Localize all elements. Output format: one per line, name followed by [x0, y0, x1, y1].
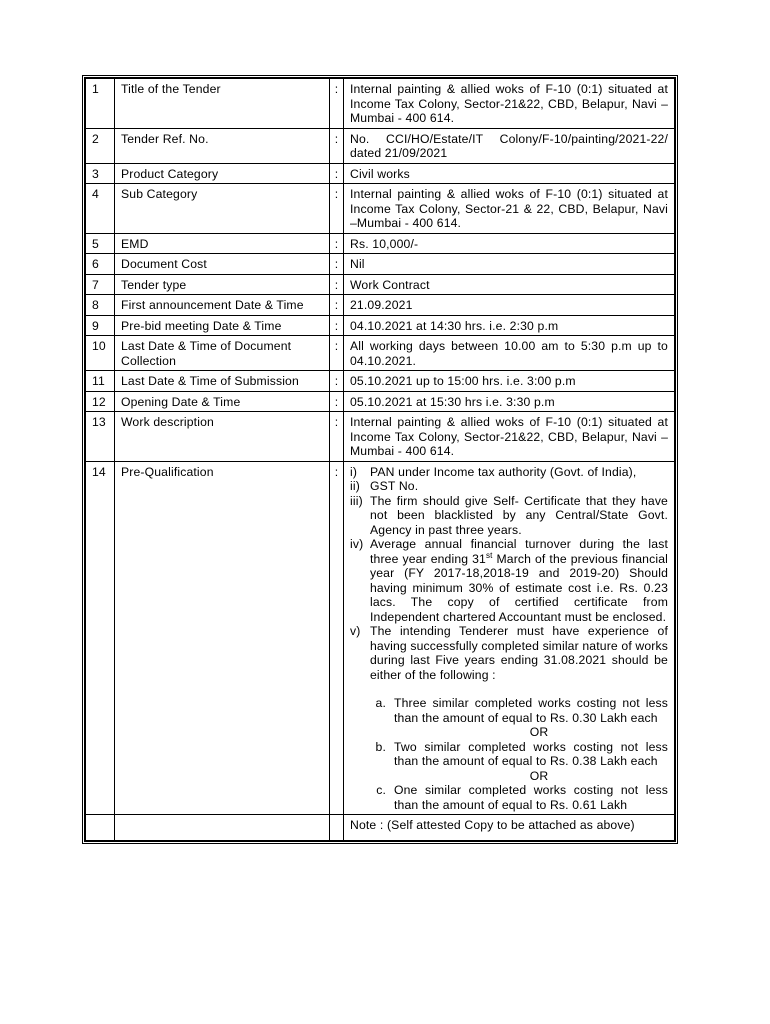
row-colon: : — [330, 461, 344, 815]
row-label: Work description — [115, 412, 330, 462]
empty-cell — [115, 815, 330, 841]
row-value: Internal painting & allied woks of F-10 (0:1) situated at Income Tax Colony, Sector-21&22, CBD, Belapur, Navi –Mumbai - 400 614. — [344, 412, 675, 462]
prequal-content — [344, 461, 675, 815]
row-colon: : — [330, 254, 344, 275]
or-separator: OR — [529, 725, 549, 739]
row-label: Product Category — [115, 163, 330, 184]
row-number: 8 — [86, 295, 115, 316]
row-number: 7 — [86, 274, 115, 295]
row-colon: : — [330, 184, 344, 234]
row-value: Internal painting & allied woks of F-10 (0:1) situated at Income Tax Colony, Sector-21 & 22, CBD, Belapur, Navi –Mumbai - 400 614. — [344, 184, 675, 234]
row-label: First announcement Date & Time — [115, 295, 330, 316]
row-label: Sub Category — [115, 184, 330, 234]
turnover-text-end: March of the previous financial year (FY 2017-18,2018-19 and 2019-20) Should having minimum 30% of estimate cost i.e. Rs. 0.23 lacs. The copy of certified certificate from Independent chartered Accountant must be enclosed. — [370, 551, 668, 624]
row-label: Pre-Qualification — [115, 461, 330, 815]
row-value: 05.10.2021 up to 15:00 hrs. i.e. 3:00 p.m — [344, 371, 675, 392]
empty-cell — [330, 815, 344, 841]
row-number: 4 — [86, 184, 115, 234]
tender-details-table — [85, 78, 675, 841]
row-colon: : — [330, 233, 344, 254]
option-text: Three similar completed works costing not less than the amount of equal to Rs. 0.30 Lakh each — [394, 696, 668, 725]
or-separator: OR — [529, 768, 549, 783]
prequal-marker: iii) — [350, 493, 363, 508]
row-number: 1 — [86, 79, 115, 129]
table-row — [86, 79, 675, 129]
row-number: 9 — [86, 315, 115, 336]
table-row — [86, 254, 675, 275]
row-colon: : — [330, 163, 344, 184]
row-number: 6 — [86, 254, 115, 275]
row-value: Internal painting & allied woks of F-10 (0:1) situated at Income Tax Colony, Sector-21&22, CBD, Belapur, Navi –Mumbai - 400 614. — [344, 79, 675, 129]
row-number: 11 — [86, 371, 115, 392]
prequal-text: The firm should give Self- Certificate that they have not been blacklisted by any Central/State Govt. Agency in past three years. — [370, 493, 668, 537]
table-row — [86, 274, 675, 295]
row-label: Last Date & Time of Submission — [115, 371, 330, 392]
prequal-marker: v) — [350, 624, 361, 638]
prequal-marker: ii) — [350, 479, 360, 493]
prequal-text — [370, 537, 668, 624]
row-label: Tender Ref. No. — [115, 128, 330, 163]
row-number: 12 — [86, 391, 115, 412]
row-label: Pre-bid meeting Date & Time — [115, 315, 330, 336]
row-colon: : — [330, 128, 344, 163]
row-value: 04.10.2021 at 14:30 hrs. i.e. 2:30 p.m — [344, 315, 675, 336]
row-number: 3 — [86, 163, 115, 184]
note-text: Note : (Self attested Copy to be attached as above) — [344, 815, 675, 841]
experience-options — [350, 696, 668, 812]
row-colon: : — [330, 336, 344, 371]
row-value: No. CCI/HO/Estate/IT Colony/F-10/painting/2021-22/ dated 21/09/2021 — [344, 128, 675, 163]
row-colon: : — [330, 391, 344, 412]
option-marker: c. — [376, 783, 386, 797]
tender-details-document — [82, 75, 678, 844]
row-colon: : — [330, 315, 344, 336]
table-row — [86, 233, 675, 254]
table-row — [86, 412, 675, 462]
row-number: 10 — [86, 336, 115, 371]
row-colon: : — [330, 295, 344, 316]
table-row — [86, 391, 675, 412]
row-label: Title of the Tender — [115, 79, 330, 129]
empty-cell — [86, 815, 115, 841]
row-number: 14 — [86, 461, 115, 815]
row-value: 05.10.2021 at 15:30 hrs i.e. 3:30 p.m — [344, 391, 675, 412]
row-label: EMD — [115, 233, 330, 254]
row-colon: : — [330, 79, 344, 129]
option-marker: a. — [375, 696, 386, 710]
row-value: Work Contract — [344, 274, 675, 295]
experience-option — [350, 696, 668, 725]
row-colon: : — [330, 371, 344, 392]
prequal-text: PAN under Income tax authority (Govt. of India), — [370, 464, 637, 479]
prequal-text: The intending Tenderer must have experience of having successfully completed similar nature of works during last Five years ending 31.08.2021 should be either of the following : — [370, 624, 668, 682]
table-row — [86, 295, 675, 316]
table-row — [86, 184, 675, 234]
row-number: 2 — [86, 128, 115, 163]
row-value: Rs. 10,000/- — [344, 233, 675, 254]
prequal-item — [350, 479, 668, 494]
ordinal-suffix: st — [486, 550, 493, 560]
table-body — [86, 79, 675, 462]
prequal-section — [86, 461, 675, 841]
row-label: Opening Date & Time — [115, 391, 330, 412]
option-text: One similar completed works costing not less than the amount of equal to Rs. 0.61 Lakh — [394, 783, 668, 812]
row-label: Last Date & Time of Document Collection — [115, 336, 330, 371]
table-row — [86, 371, 675, 392]
prequal-marker: i) — [350, 464, 358, 479]
option-text: Two similar completed works costing not less than the amount of equal to Rs. 0.38 Lakh each — [394, 739, 668, 768]
table-row-note — [86, 815, 675, 841]
row-value: 21.09.2021 — [344, 295, 675, 316]
row-label: Document Cost — [115, 254, 330, 275]
prequal-list — [350, 465, 668, 683]
prequal-marker: iv) — [350, 537, 364, 551]
table-row — [86, 315, 675, 336]
turnover-text-start: Average annual financial turnover during the last three year ending 31 — [370, 537, 668, 566]
table-row — [86, 128, 675, 163]
row-value: Civil works — [344, 163, 675, 184]
table-row — [86, 336, 675, 371]
row-number: 5 — [86, 233, 115, 254]
row-value: All working days between 10.00 am to 5:30 p.m up to 04.10.2021. — [344, 336, 675, 371]
prequal-text: GST No. — [370, 479, 419, 493]
row-number: 13 — [86, 412, 115, 462]
option-marker: b. — [375, 739, 386, 754]
row-colon: : — [330, 274, 344, 295]
experience-option — [350, 783, 668, 812]
prequal-item — [350, 465, 668, 480]
row-value: Nil — [344, 254, 675, 275]
table-row-prequal — [86, 461, 675, 815]
row-label: Tender type — [115, 274, 330, 295]
experience-option — [350, 740, 668, 769]
table-row — [86, 163, 675, 184]
prequal-item — [350, 494, 668, 538]
prequal-item — [350, 624, 668, 682]
prequal-item — [350, 537, 668, 624]
row-colon: : — [330, 412, 344, 462]
